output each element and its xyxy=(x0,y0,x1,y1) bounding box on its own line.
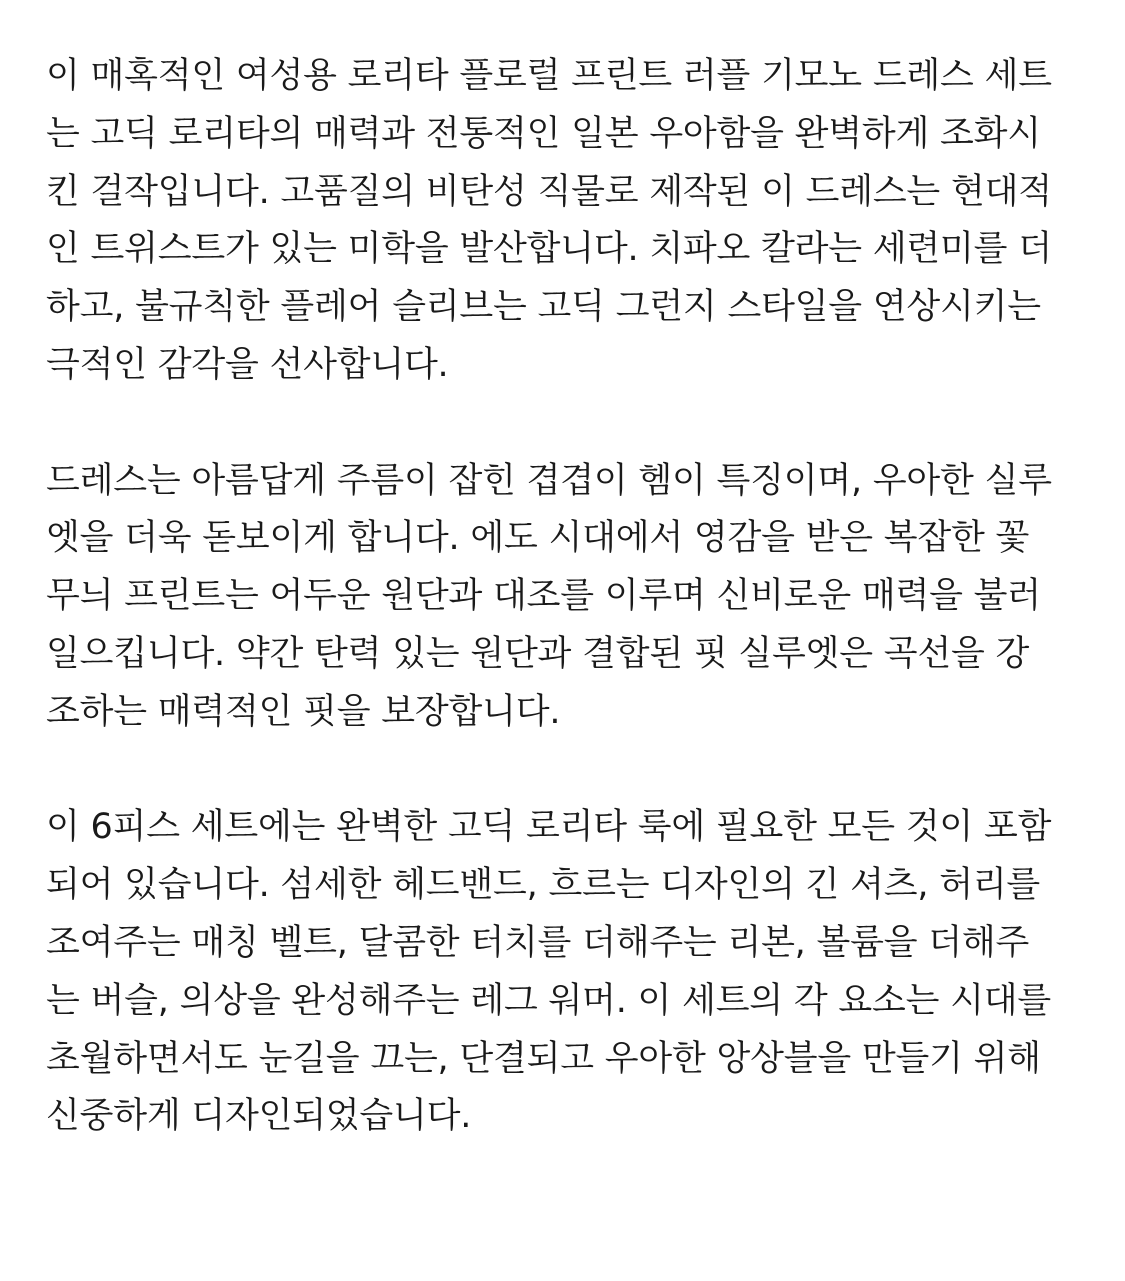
text-line: 되어 있습니다. 섬세한 헤드밴드, 흐르는 디자인의 긴 셔츠, 허리를 xyxy=(46,865,1041,906)
text-line: 극적인 감각을 선사합니다. xyxy=(46,344,449,385)
text-line: 는 고딕 로리타의 매력과 전통적인 일본 우아함을 완벽하게 조화시 xyxy=(46,113,1041,154)
description-paragraph-3 xyxy=(46,799,1086,1146)
paragraph-spacer xyxy=(46,395,1086,453)
text-line: 이 매혹적인 여성용 로리타 플로럴 프린트 러플 기모노 드레스 세트 xyxy=(46,56,1052,96)
text-line: 조여주는 매칭 벨트, 달콤한 터치를 더해주는 리본, 볼륨을 더해주 xyxy=(46,922,1030,963)
text-line: 무늬 프린트는 어두운 원단과 대조를 이루며 신비로운 매력을 불러 xyxy=(46,576,1041,617)
text-line: 는 버슬, 의상을 완성해주는 레그 워머. 이 세트의 각 요소는 시대를 xyxy=(46,980,1051,1021)
description-paragraph-1 xyxy=(46,48,1086,395)
text-line: 일으킵니다. 약간 탄력 있는 원단과 결합된 핏 실루엣은 곡선을 강 xyxy=(46,633,1030,674)
text-line: 초월하면서도 눈길을 끄는, 단결되고 우아한 앙상블을 만들기 위해 xyxy=(46,1038,1041,1079)
text-line: 인 트위스트가 있는 미학을 발산합니다. 치파오 칼라는 세련미를 더 xyxy=(46,229,1052,270)
text-line: 조하는 매력적인 핏을 보장합니다. xyxy=(46,691,561,732)
paragraph-spacer xyxy=(46,742,1086,800)
product-description xyxy=(46,48,1086,1146)
text-line: 엣을 더욱 돋보이게 합니다. 에도 시대에서 영감을 받은 복잡한 꽃 xyxy=(46,518,1030,559)
text-line: 하고, 불규칙한 플레어 슬리브는 고딕 그런지 스타일을 연상시키는 xyxy=(46,287,1041,328)
text-line: 드레스는 아름답게 주름이 잡힌 겹겹이 헴이 특징이며, 우아한 실루 xyxy=(46,460,1052,501)
text-line: 신중하게 디자인되었습니다. xyxy=(46,1096,472,1137)
text-line: 이 6피스 세트에는 완벽한 고딕 로리타 룩에 필요한 모든 것이 포함 xyxy=(46,807,1052,848)
text-line: 킨 걸작입니다. 고품질의 비탄성 직물로 제작된 이 드레스는 현대적 xyxy=(46,171,1052,212)
description-paragraph-2 xyxy=(46,453,1086,742)
